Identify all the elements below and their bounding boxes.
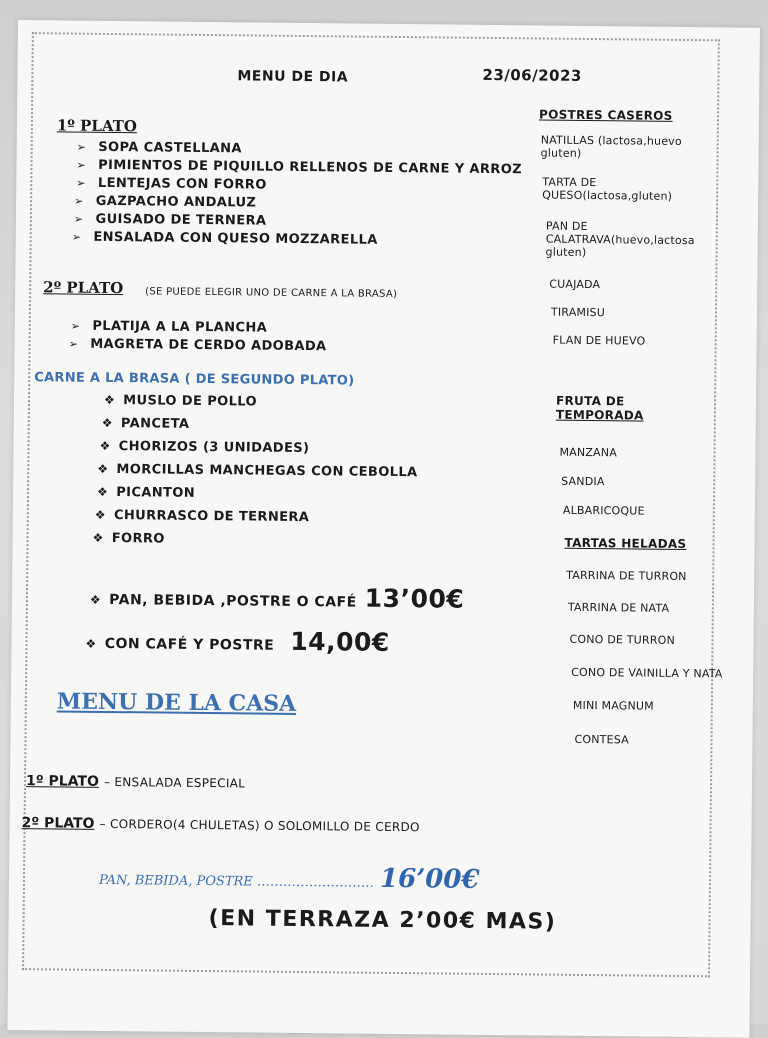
carne-brasa-title: CARNE A LA BRASA ( DE SEGUNDO PLATO) <box>34 370 355 389</box>
list-item: CUAJADA <box>549 277 601 292</box>
diamond-icon: ❖ <box>101 415 114 431</box>
arrow-icon: ➢ <box>71 230 82 244</box>
postres-title: POSTRES CASEROS <box>538 107 673 123</box>
list-item: MANZANA <box>559 445 618 460</box>
list-item: ❖ FORRO <box>92 530 165 547</box>
price-16: 16’00€ <box>379 863 480 895</box>
arrow-icon: ➢ <box>76 140 87 154</box>
list-item: FLAN DE HUEVO <box>552 333 646 348</box>
arrow-icon: ➢ <box>74 194 84 208</box>
list-item: ➢ SOPA CASTELLANA <box>76 139 242 157</box>
diamond-icon: ❖ <box>96 484 109 499</box>
list-item: NATILLAS (lactosa,huevo gluten) <box>540 133 682 160</box>
list-item: ➢ GAZPACHO ANDALUZ <box>74 193 257 211</box>
list-item: ❖ CHURRASCO DE TERNERA <box>94 507 310 526</box>
list-item: ➢ GUISADO DE TERNERA <box>73 211 267 229</box>
segundo-plato-note: (SE PUEDE ELEGIR UNO DE CARNE A LA BRASA) <box>145 286 398 300</box>
list-item: ➢ MAGRETA DE CERDO ADOBADA <box>68 336 327 355</box>
price-14: 14,00€ <box>290 626 390 657</box>
list-item: SANDIA <box>561 474 605 489</box>
price-line-2: ❖ CON CAFÉ Y POSTRE 14,00€ <box>85 626 390 657</box>
price-13: 13’00€ <box>364 583 465 614</box>
arrow-icon: ➢ <box>76 158 87 172</box>
list-item: ➢ ENSALADA CON QUESO MOZZARELLA <box>71 229 378 248</box>
menu-casa-title: MENU DE LA CASA <box>56 688 297 717</box>
list-item: ➢ PIMIENTOS DE PIQUILLO RELLENOS DE CARNE Y ARROZ <box>76 157 523 178</box>
diamond-icon: ❖ <box>97 461 109 476</box>
casa-plato-1: 1º PLATO – ENSALADA ESPECIAL <box>25 773 246 791</box>
list-item: TIRAMISU <box>550 305 606 320</box>
list-item: TARRINA DE TURRON <box>566 568 687 584</box>
primer-plato-title: 1º PLATO <box>56 116 138 136</box>
list-item: ❖ PICANTON <box>96 484 196 501</box>
arrow-icon: ➢ <box>73 212 84 226</box>
arrow-icon: ➢ <box>76 176 86 190</box>
menu-sheet <box>7 20 760 1038</box>
list-item: MINI MAGNUM <box>572 698 654 713</box>
list-item: ➢ LENTEJAS CON FORRO <box>76 175 267 193</box>
list-item: TARTA DE QUESO(lactosa,gluten) <box>542 175 673 203</box>
diamond-icon: ❖ <box>103 392 116 408</box>
list-item: PAN DE CALATRAVA(huevo,lactosa gluten) <box>545 219 695 259</box>
list-item: CONO DE TURRON <box>569 632 675 647</box>
diamond-icon: ❖ <box>99 438 111 453</box>
list-item: ❖ CHORIZOS (3 UNIDADES) <box>99 438 310 457</box>
list-item: CONO DE VAINILLA Y NATA <box>571 665 723 681</box>
tartas-title: TARTAS HELADAS <box>564 535 687 552</box>
casa-price-line: PAN, BEBIDA, POSTRE ……………………… 16’00€ <box>98 863 480 895</box>
menu-title: MENU DE DIA <box>237 68 349 86</box>
diamond-icon: ❖ <box>89 592 102 607</box>
list-item: ❖ MORCILLAS MANCHEGAS CON CEBOLLA <box>97 461 418 481</box>
list-item: TARRINA DE NATA <box>567 600 670 615</box>
diamond-icon: ❖ <box>94 507 107 522</box>
price-line-1: ❖ PAN, BEBIDA ,POSTRE O CAFÉ 13’00€ <box>89 583 465 614</box>
segundo-plato-title: 2º PLATO <box>43 278 124 298</box>
terraza-note: (EN TERRAZA 2’00€ MAS) <box>208 906 557 935</box>
arrow-icon: ➢ <box>70 319 81 333</box>
diamond-icon: ❖ <box>92 530 104 545</box>
arrow-icon: ➢ <box>68 337 79 351</box>
fruta-title: FRUTA DE TEMPORADA <box>555 393 644 423</box>
casa-plato-2: 2º PLATO – CORDERO(4 CHULETAS) O SOLOMILLO DE CERDO <box>21 815 420 835</box>
list-item: ❖ MUSLO DE POLLO <box>103 392 258 410</box>
list-item: ➢ PLATIJA A LA PLANCHA <box>70 318 268 336</box>
diamond-icon: ❖ <box>85 636 97 651</box>
list-item: ALBARICOQUE <box>562 503 645 518</box>
list-item: CONTESA <box>574 732 629 747</box>
menu-date: 23/06/2023 <box>482 65 582 85</box>
list-item: ❖ PANCETA <box>101 415 190 432</box>
